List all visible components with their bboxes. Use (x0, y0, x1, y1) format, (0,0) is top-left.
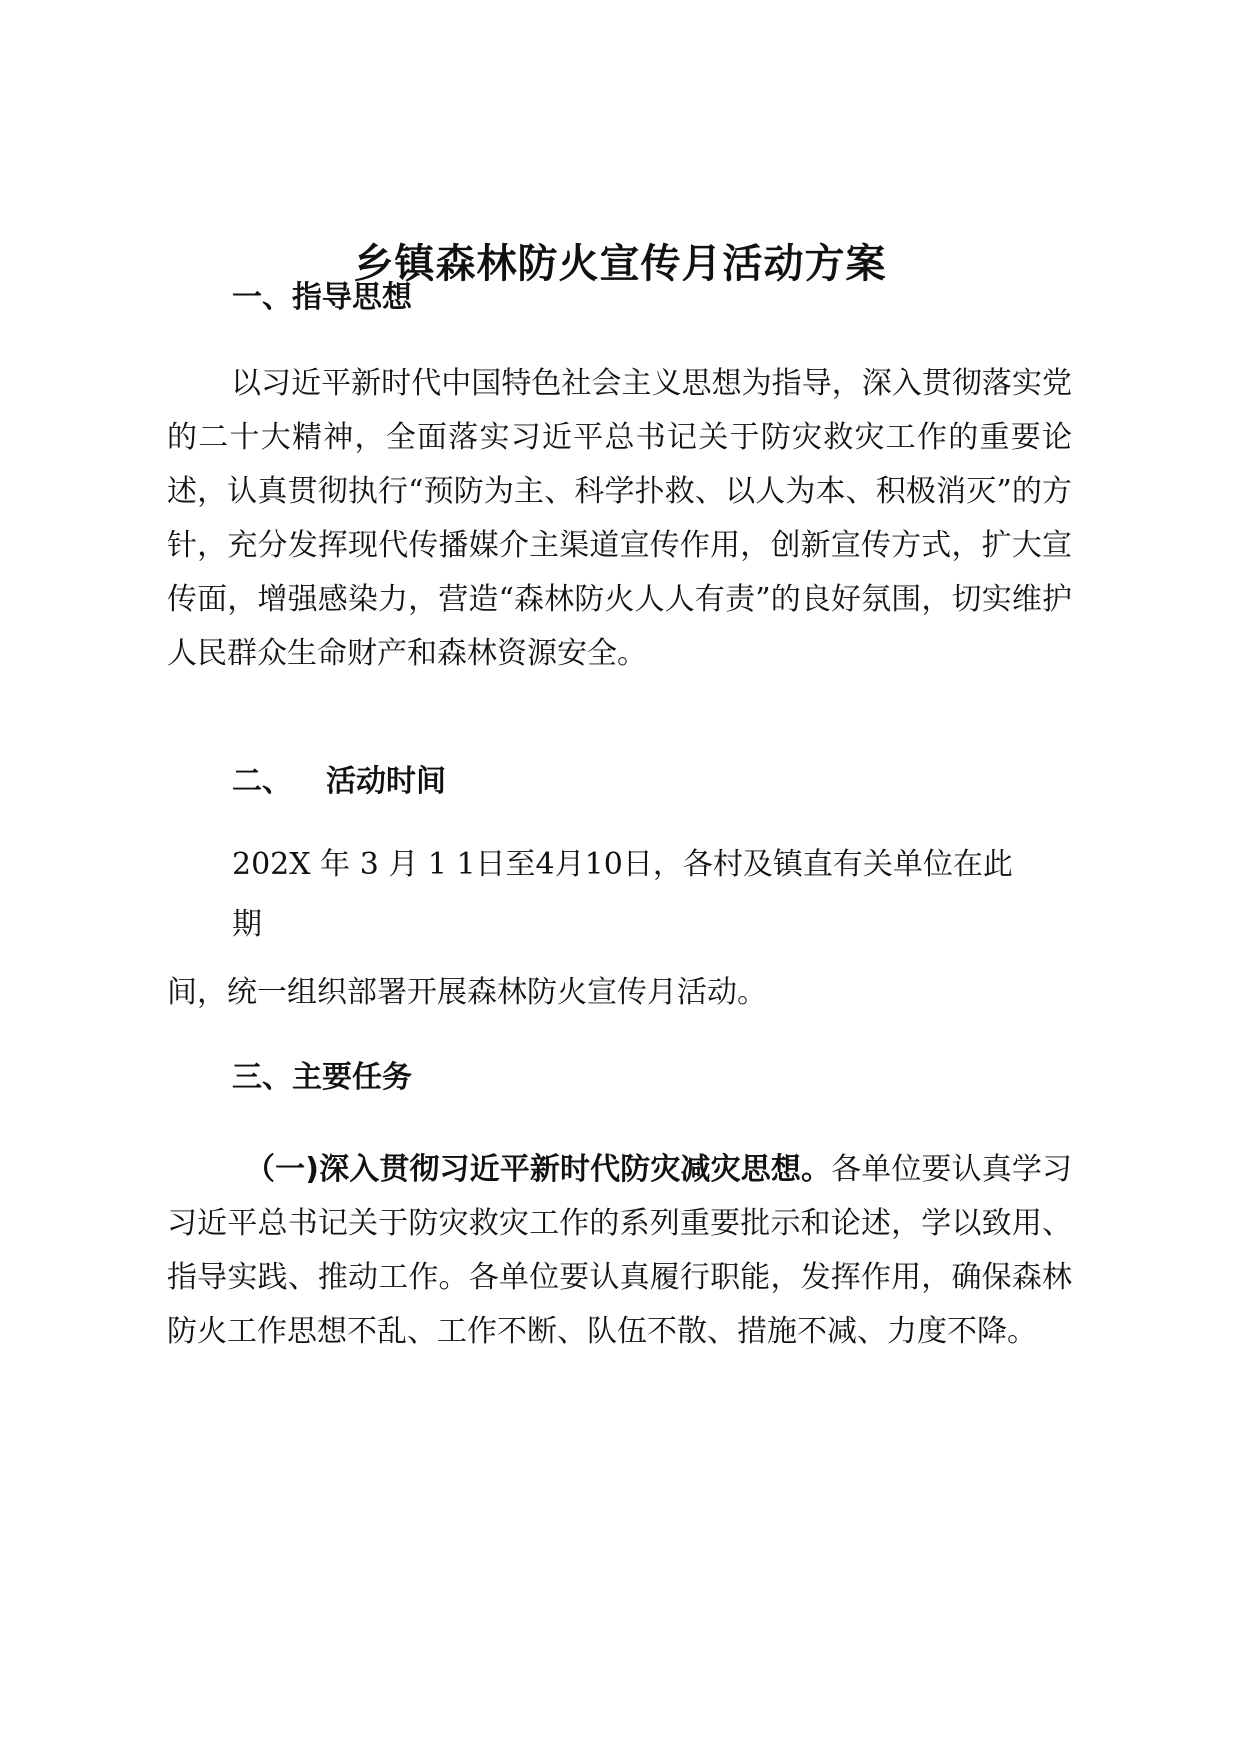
section-heading-guiding-ideology: 一、指导思想 (232, 280, 412, 315)
activity-time-line-3: 间，统一组织部署开展森林防火宣传月活动。 (167, 975, 767, 1010)
section-heading-main-tasks: 三、主要任务 (232, 1060, 412, 1095)
item-1-body: 各单位要认真学习习近平总书记关于防灾救灾工作的系列重要批示和论述，学以致用、指导实践、推动工作。各单位要认真履行职能，发挥作用，确保森林防火工作思想不乱、工作不断、队伍不散、措施不减、力度不降。 (167, 1152, 1073, 1349)
guiding-ideology-paragraph: 以习近平新时代中国特色社会主义思想为指导，深入贯彻落实党的二十大精神，全面落实习近平总书记关于防灾救灾工作的重要论述，认真贯彻执行“预防为主、科学扑救、以人为本、积极消灭”的方针，充分发挥现代传播媒介主渠道宣传作用，创新宣传方式，扩大宣传面，增强感染力，营造“森林防火人人有责”的良好氛围，切实维护人民群众生命财产和森林资源安全。 (167, 366, 1072, 671)
activity-time-line-2: 期 (232, 907, 262, 942)
item-1-lead: （一)深入贯彻习近平新时代防灾减灾思想。 (245, 1152, 832, 1187)
section-title: 活动时间 (326, 764, 446, 799)
section-heading-activity-time (232, 762, 446, 802)
activity-time-line-1: 202X 年 3 月 1 1日至4月10日，各村及镇直有关单位在此 (232, 847, 1013, 882)
main-tasks-item-1 (167, 1143, 1072, 1359)
document-title: 乡镇森林防火宣传月活动方案 (353, 241, 887, 287)
section-number: 二、 (232, 764, 292, 799)
